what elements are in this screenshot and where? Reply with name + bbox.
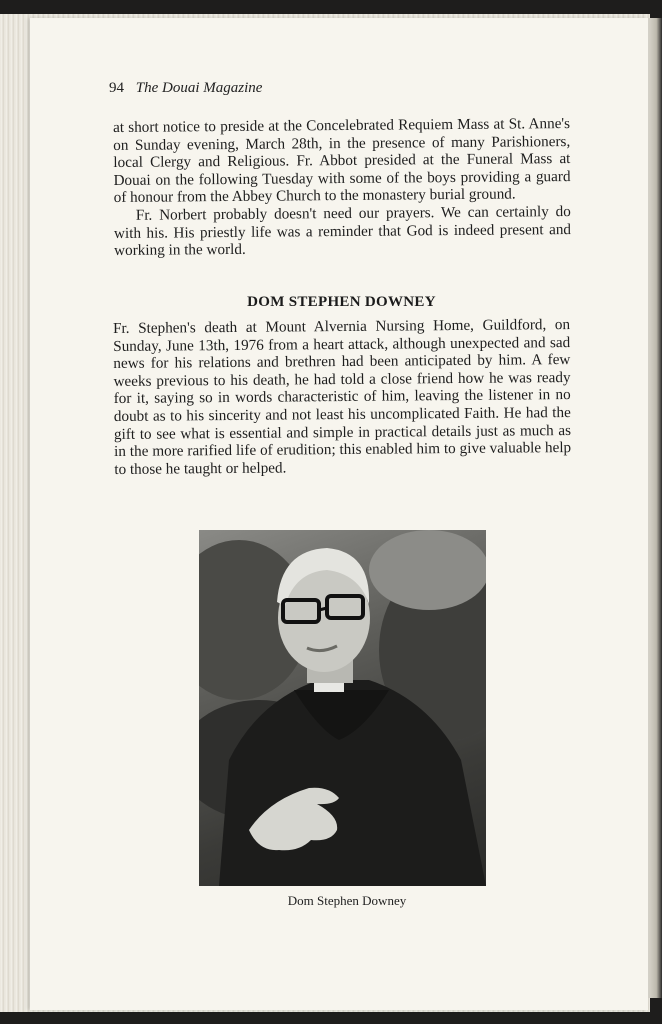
page-number: 94 [109, 80, 124, 96]
paragraph: Fr. Norbert probably doesn't need our prayers. We can certainly do with his. His priestly life was a reminder that God is indeed present and working in the world. [113, 202, 572, 260]
portrait-illustration [199, 530, 486, 886]
running-header [109, 80, 579, 97]
running-title: The Douai Magazine [135, 80, 263, 96]
page-edge [648, 18, 662, 998]
text-block-top [113, 115, 571, 260]
paragraph: at short notice to preside at the Concelebrated Requiem Mass at St. Anne's on Sunday evening, March 28th, in the presence of many Parishioners, local Clergy and Religious. Fr. Abbot presided at the Funeral Mass at Douai on the following Tuesday with some of the boys providing a guard of honour from the Abbey Church to the monastery burial ground. [113, 115, 571, 207]
section-heading: DOM STEPHEN DOWNEY [247, 294, 436, 310]
paragraph: Fr. Stephen's death at Mount Alvernia Nursing Home, Guildford, on Sunday, June 13th, 1976 from a heart attack, although unexpected and sad news for his relations and brethren had been anticipated by him. A few weeks previous to his death, he had told a close friend how he was ready for it, saying so in words characteristic of him, leaving the listener in no doubt as to his sincerity and not least his uncomplicated Faith. He had the gift to see what is essential and simple in practical details just as much as in the more rarified life of erudition; this enabled him to give valuable help to those he taught or helped. [113, 316, 572, 478]
portrait-photo [199, 530, 486, 886]
text-block-obituary [113, 316, 571, 478]
photo-caption: Dom Stephen Downey [287, 893, 407, 908]
